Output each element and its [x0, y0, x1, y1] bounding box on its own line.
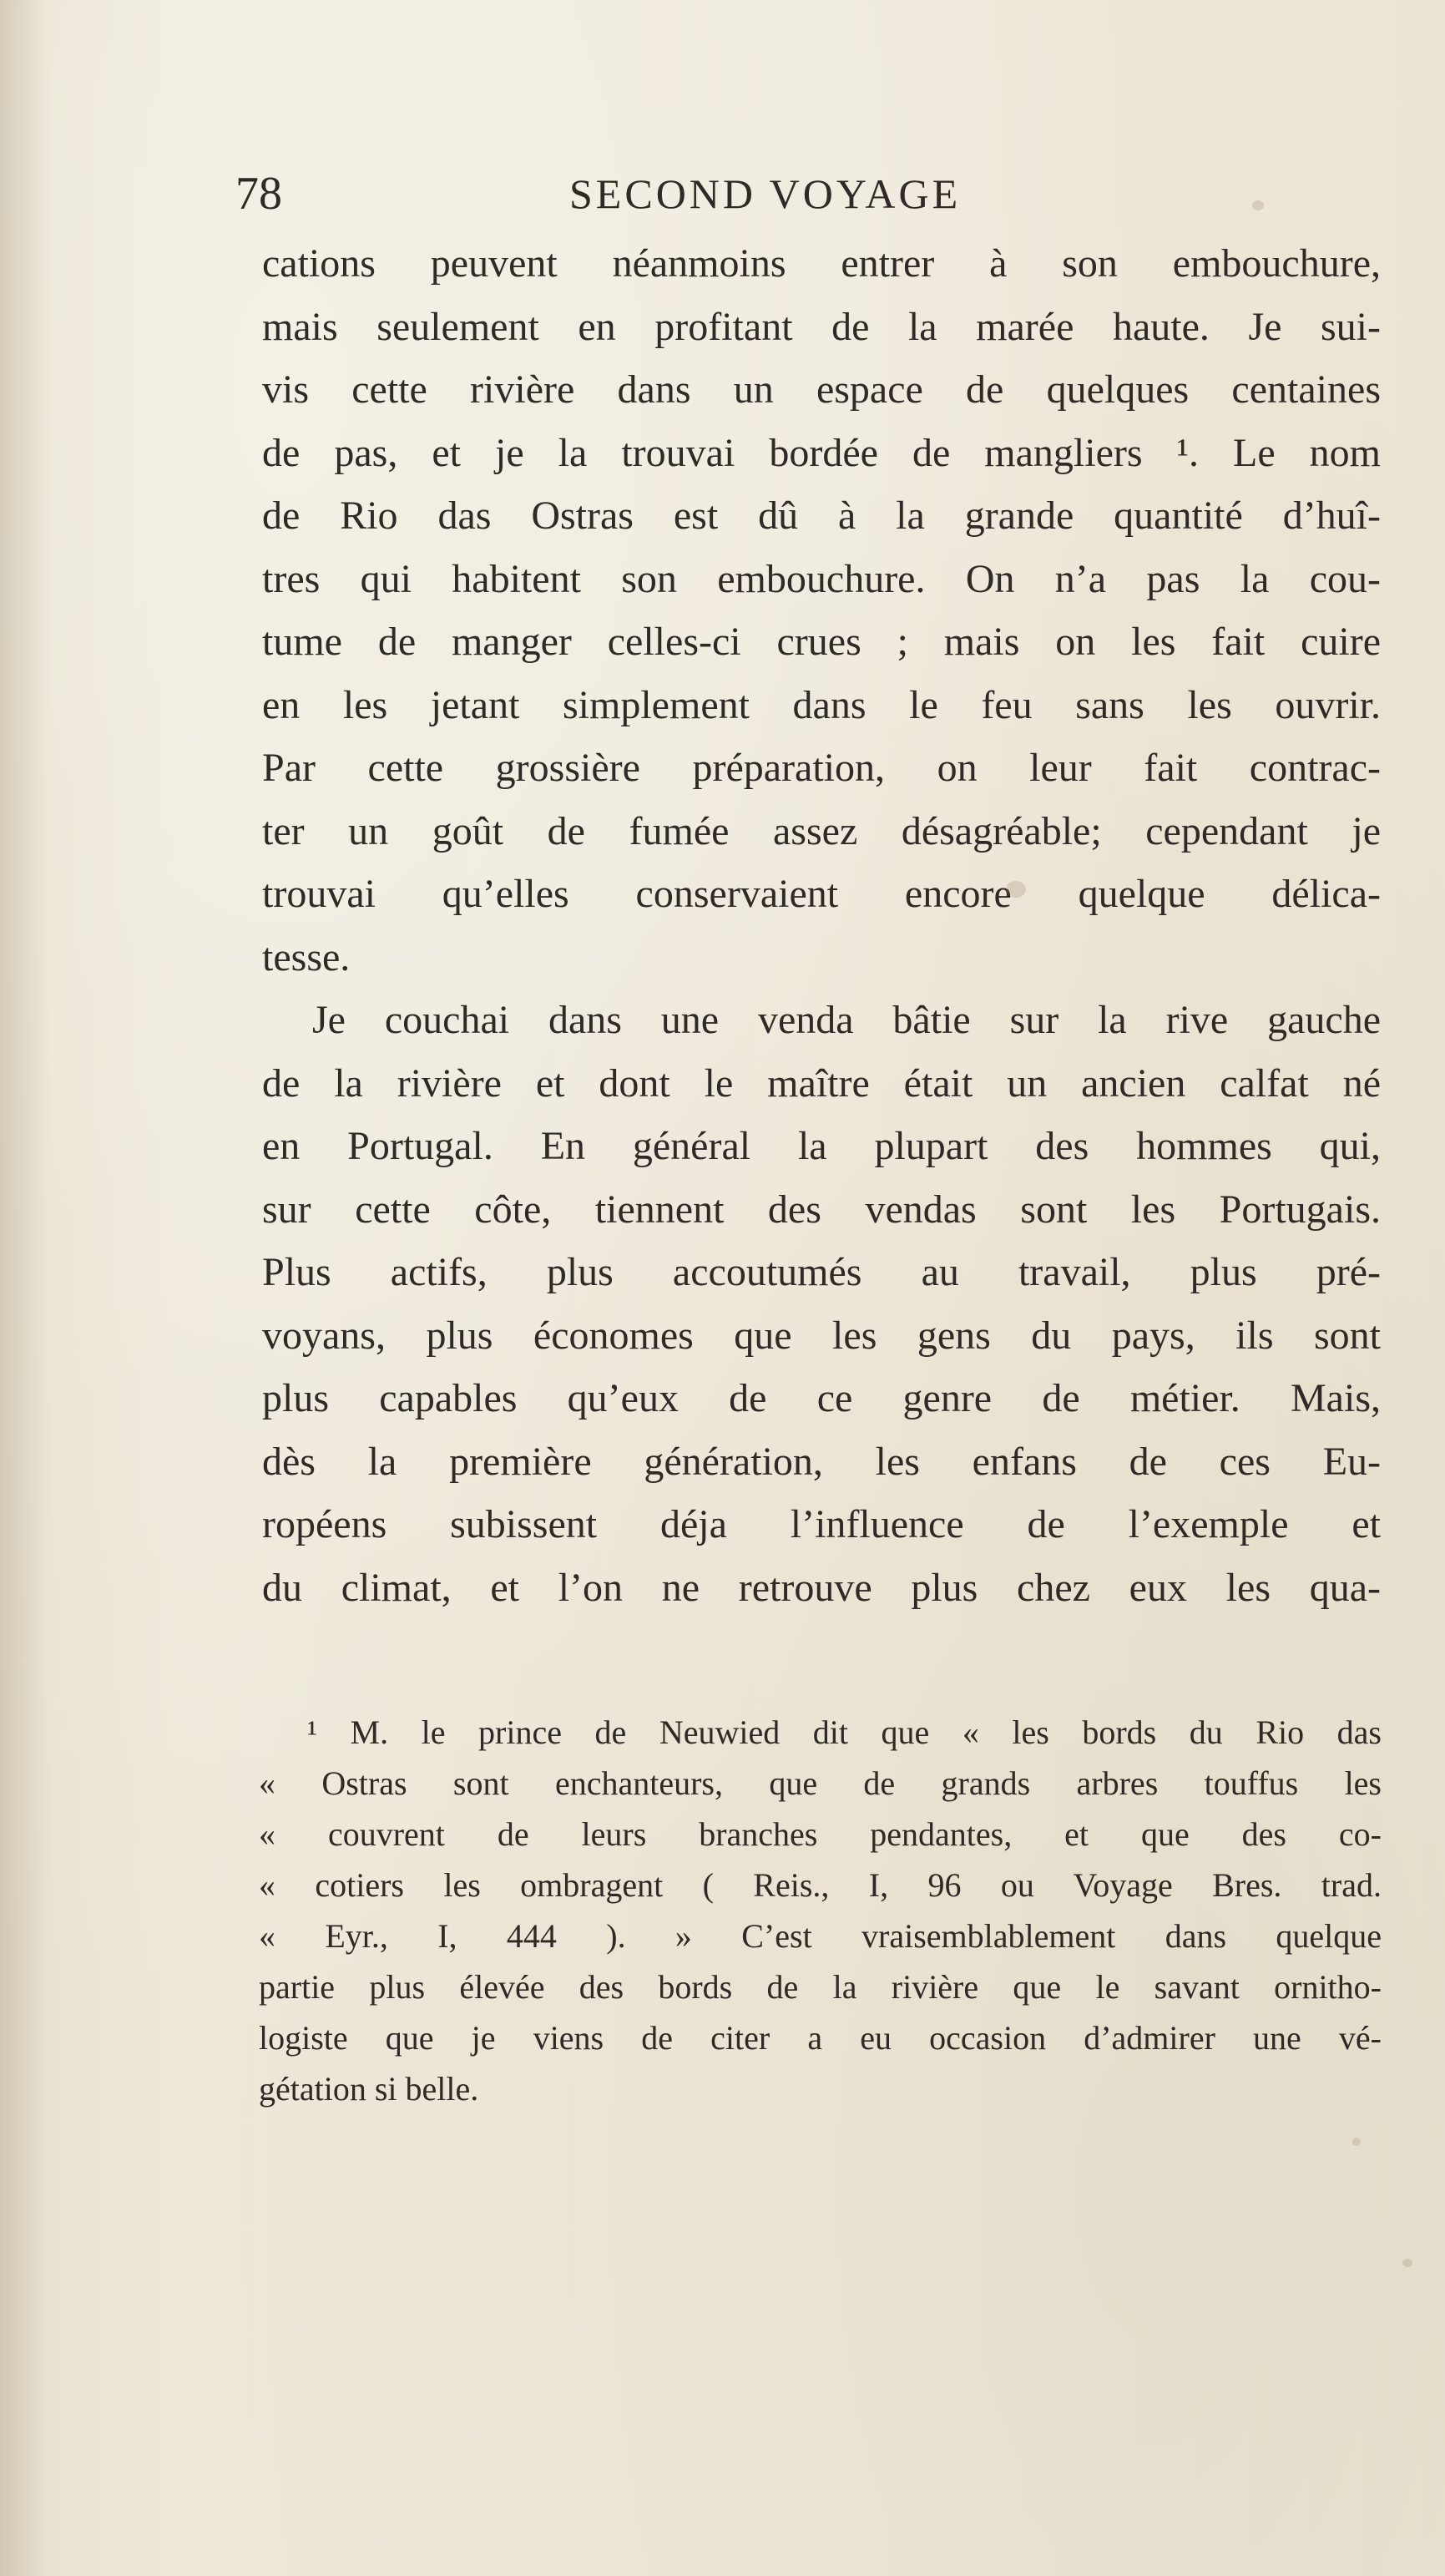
text-line: Plus actifs, plus accoutumés au travail, plus pré- [262, 1250, 1381, 1294]
footnote-line: « Eyr., I, 444 ). » C’est vraisemblablement dans quelque [259, 1917, 1382, 1955]
text-line: de Rio das Ostras est dû à la grande quantité d’huî- [262, 493, 1381, 538]
footnote-line: « cotiers les ombragent ( Reis., I, 96 ou Voyage Bres. trad. [259, 1866, 1382, 1904]
text-line: ropéens subissent déja l’influence de l’exemple et [262, 1502, 1381, 1546]
text-line: vis cette rivière dans un espace de quelques centaines [262, 367, 1381, 412]
text-line: de pas, et je la trouvai bordée de mangliers ¹. Le nom [262, 430, 1381, 475]
text-line: tres qui habitent son embouchure. On n’a pas la cou- [262, 556, 1381, 601]
footnote [259, 1707, 1382, 2114]
text-line: Par cette grossière préparation, on leur fait contrac- [262, 746, 1381, 790]
text-line: cations peuvent néanmoins entrer à son embouchure, [262, 241, 1381, 286]
text-line: de la rivière et dont le maître était un ancien calfat né [262, 1060, 1381, 1106]
page-number: 78 [235, 168, 282, 220]
body-text [262, 232, 1381, 1619]
text-line: en les jetant simplement dans le feu sans les ouvrir. [262, 682, 1381, 727]
text-line: tume de manger celles-ci crues ; mais on les fait cuire [262, 620, 1381, 664]
text-line: en Portugal. En général la plupart des hommes qui, [262, 1124, 1381, 1168]
foxing-spot [1006, 881, 1026, 898]
footnote-line: logiste que je viens de citer a eu occasion d’admirer une vé- [259, 2019, 1382, 2057]
text-line: ter un goût de fumée assez désagréable; cependant je [262, 808, 1381, 853]
text-line: Je couchai dans une venda bâtie sur la rive gauche [312, 998, 1381, 1042]
text-line: plus capables qu’eux de ce genre de métier. Mais, [262, 1376, 1381, 1420]
text-line: du climat, et l’on ne retrouve plus chez eux les qua- [262, 1565, 1381, 1610]
text-line: tesse. [262, 934, 351, 979]
foxing-spot [1352, 2138, 1361, 2146]
foxing-spot [1252, 200, 1264, 210]
footnote-line: « Ostras sont enchanteurs, que de grands arbres touffus les [259, 1764, 1382, 1802]
footnote-line: gétation si belle. [259, 2070, 479, 2108]
foxing-spot [1402, 2259, 1412, 2267]
footnote-line: « couvrent de leurs branches pendantes, et que des co- [259, 1815, 1382, 1853]
text-line: dès la première génération, les enfans de ces Eu- [262, 1439, 1381, 1484]
text-line: trouvai qu’elles conservaient encore quelque délica- [262, 872, 1381, 916]
text-line: sur cette côte, tiennent des vendas sont les Portugais. [262, 1187, 1381, 1232]
running-title: SECOND VOYAGE [569, 170, 962, 217]
spine-shadow [0, 0, 50, 2576]
footnote-line: partie plus élevée des bords de la rivière que le savant ornitho- [259, 1968, 1382, 2006]
text-line: mais seulement en profitant de la marée haute. Je sui- [262, 304, 1381, 349]
running-head [235, 160, 1070, 227]
text-line: voyans, plus économes que les gens du pays, ils sont [262, 1313, 1381, 1358]
footnote-line: ¹ M. le prince de Neuwied dit que « les bords du Rio das [307, 1713, 1382, 1751]
